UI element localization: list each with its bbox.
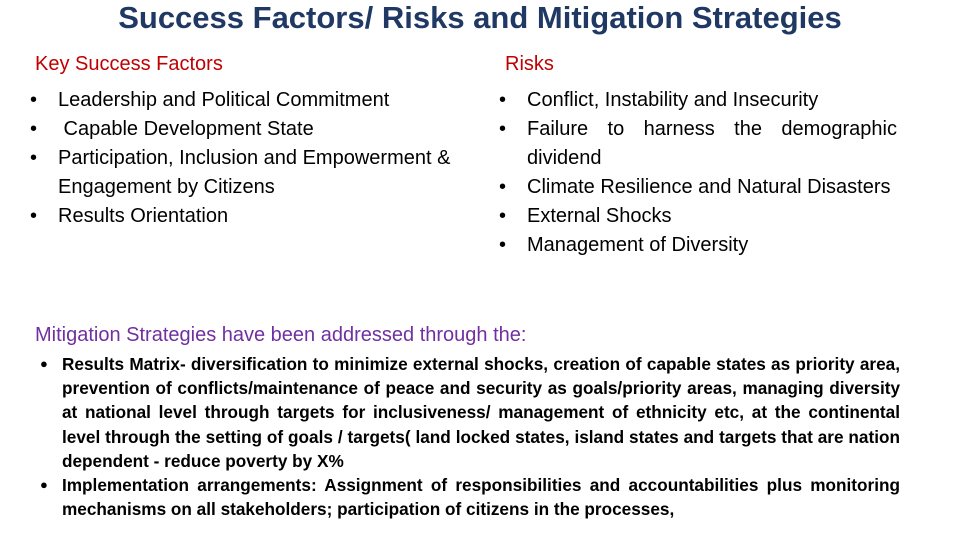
bullet-icon: ● bbox=[40, 356, 48, 371]
list-item: ● Implementation arrangements: Assignment of responsibilities and accountabilities plus monitoring mechanisms on all stakeholders; participation of citizens in the processes, bbox=[40, 475, 900, 520]
success-factors-list bbox=[30, 86, 488, 231]
list-item: • Participation, Inclusion and Empowerment & Engagement by Citizens bbox=[58, 144, 488, 202]
bullet-icon: • bbox=[499, 118, 507, 140]
mitigation-heading: Mitigation Strategies have been addressed through the: bbox=[35, 324, 527, 346]
list-item: • Leadership and Political Commitment bbox=[58, 86, 488, 115]
bullet-icon: • bbox=[499, 89, 507, 111]
list-item: • Failure to harness the demographic dividend bbox=[527, 115, 897, 173]
bullet-icon: • bbox=[499, 234, 507, 256]
risks-heading: Risks bbox=[505, 53, 554, 75]
mitigation-list bbox=[40, 352, 900, 521]
list-item: • Management of Diversity bbox=[527, 231, 897, 260]
bullet-icon: • bbox=[30, 89, 38, 111]
risks-list bbox=[499, 86, 897, 260]
list-item: ● Results Matrix- diversification to minimize external shocks, creation of capable states as priority area, prevention of conflicts/maintenance of peace and security as goals/priority areas, managing diversity at national level through targets for inclusiveness/ management of ethnicity etc, at the continental level through the setting of goals / targets( land locked states, island states and targets that are nation dependent - reduce poverty by X% bbox=[40, 354, 900, 471]
bullet-icon: ● bbox=[40, 477, 48, 493]
bullet-icon: • bbox=[30, 118, 38, 140]
list-item: • Conflict, Instability and Insecurity bbox=[527, 86, 897, 115]
bullet-icon: • bbox=[499, 176, 507, 198]
list-item: • Climate Resilience and Natural Disasters bbox=[527, 173, 897, 202]
bullet-icon: • bbox=[30, 205, 38, 227]
slide-title: Success Factors/ Risks and Mitigation Strategies bbox=[118, 0, 842, 35]
success-factors-heading: Key Success Factors bbox=[35, 53, 223, 75]
bullet-icon: • bbox=[499, 205, 507, 227]
list-item: • External Shocks bbox=[527, 202, 897, 231]
list-item: • Capable Development State bbox=[58, 115, 488, 144]
bullet-icon: • bbox=[30, 147, 38, 169]
list-item: • Results Orientation bbox=[58, 202, 488, 231]
